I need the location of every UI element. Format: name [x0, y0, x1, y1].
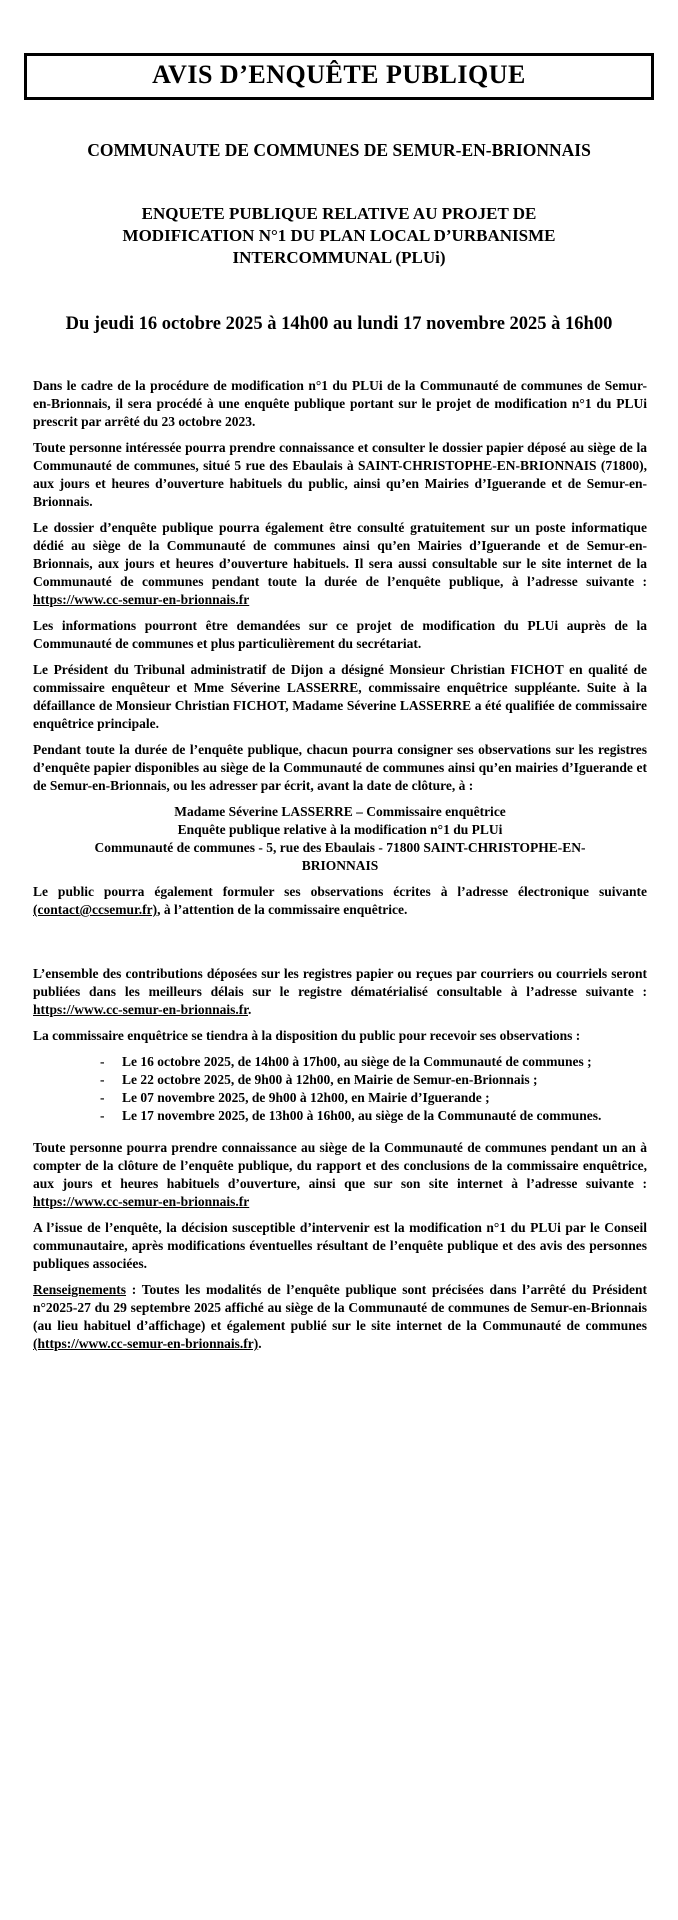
email-link[interactable]: (contact@ccsemur.fr) — [33, 902, 158, 917]
report-access-paragraph — [33, 1139, 647, 1211]
decision-paragraph — [33, 1219, 647, 1273]
email-paragraph — [33, 883, 647, 919]
text-run: Dans le cadre de la procédure de modification n°1 du PLUi de la Communauté de communes de Semur-en-Brionnais, il sera procédé à une enquête publique portant sur le projet de modification n°1 du PLUi prescrit par arrêté du 23 octobre 2023. — [33, 378, 647, 429]
text-run: . — [248, 1002, 252, 1017]
renseignements-paragraph — [33, 1281, 647, 1353]
organization-name: COMMUNAUTE DE COMMUNES DE SEMUR-EN-BRIONNAIS — [87, 140, 591, 160]
address-block — [80, 803, 600, 875]
dash-bullet: - — [100, 1108, 105, 1123]
contributions-paragraph — [33, 965, 647, 1019]
website-link[interactable]: https://www.cc-semur-en-brionnais.fr — [33, 1002, 248, 1017]
text-run: : Toutes les modalités de l’enquête publique sont précisées dans l’arrêté du Président n°2025-27 du 29 septembre 2025 affiché au siège de la Communauté de communes de Semur-en-Brionnais (au lieu habituel d’affichage) et également publié sur le site internet de la Communauté de communes — [33, 1282, 647, 1333]
website-link[interactable]: (https://www.cc-semur-en-brionnais.fr) — [33, 1336, 259, 1351]
text-run: Pendant toute la durée de l’enquête publique, chacun pourra consigner ses observations sur les registres d’enquête papier disponibles au siège de la Communauté de communes ainsi qu’en mairies d’Iguerande et de Semur-en-Brionnais, ou les adresser par écrit, avant la date de clôture, à : — [33, 742, 647, 793]
text-run: Le dossier d’enquête publique pourra également être consulté gratuitement sur un poste informatique dédié au siège de la Communauté de communes ainsi qu’en Mairies d’Iguerande et de Semur-en-Brionnais, aux jours et heures d’ouverture habituels. Il sera aussi consultable sur le site internet de la Communauté de communes pendant toute la durée de l’enquête publique, à l’adresse suivante : — [33, 520, 647, 589]
address-line: Madame Séverine LASSERRE – Commissaire enquêtrice — [174, 804, 506, 819]
text-run: Le public pourra également formuler ses observations écrites à l’adresse électronique suivante — [33, 884, 647, 899]
list-item-text: Le 07 novembre 2025, de 9h00 à 12h00, en Mairie d’Iguerande ; — [122, 1090, 490, 1105]
observations-paragraph — [33, 741, 647, 795]
list-item-text: Le 22 octobre 2025, de 9h00 à 12h00, en Mairie de Semur-en-Brionnais ; — [122, 1072, 538, 1087]
text-run: Le Président du Tribunal administratif de Dijon a désigné Monsieur Christian FICHOT en qualité de commissaire enquêteur et Mme Séverine LASSERRE, commissaire enquêtrice suppléante. Suite à la défaillance de Monsieur Christian FICHOT, Madame Séverine LASSERRE a été qualifiée de commissaire enquêtrice principale. — [33, 662, 647, 731]
commissioner-paragraph — [33, 661, 647, 733]
digital-access-paragraph — [33, 519, 647, 609]
dash-bullet: - — [100, 1090, 105, 1105]
notice-title-box — [24, 53, 654, 100]
text-run: L’ensemble des contributions déposées sur les registres papier ou reçues par courriers ou courriels seront publiées dans les meilleurs délais sur le registre dématérialisé consultable à l’adresse suivante : — [33, 966, 647, 999]
enquiry-period: Du jeudi 16 octobre 2025 à 14h00 au lundi 17 novembre 2025 à 16h00 — [65, 314, 613, 334]
dash-bullet: - — [100, 1072, 105, 1087]
dash-bullet: - — [100, 1054, 105, 1069]
list-item — [33, 1089, 647, 1107]
website-link[interactable]: https://www.cc-semur-en-brionnais.fr — [33, 592, 250, 607]
consultation-slots-list — [33, 1053, 647, 1125]
availability-intro-paragraph — [33, 1027, 647, 1045]
text-run: A l’issue de l’enquête, la décision susceptible d’intervenir est la modification n°1 du PLUi par le Conseil communautaire, après modifications éventuelles résultant de l’enquête publique et des avis des personnes publiques associées. — [33, 1220, 647, 1271]
list-item — [33, 1107, 647, 1125]
subject-heading-line: ENQUETE PUBLIQUE RELATIVE AU PROJET DE — [141, 204, 537, 223]
list-item-text: Le 17 novembre 2025, de 13h00 à 16h00, au siège de la Communauté de communes. — [122, 1108, 602, 1123]
subject-heading — [0, 203, 678, 269]
text-run: Toute personne pourra prendre connaissance au siège de la Communauté de communes pendant un an à compter de la clôture de l’enquête publique, du rapport et des conclusions de la commissaire enquêtrice, aux jours et heures habituels d’ouverture, ainsi que sur son site internet à l’adresse suivante : — [33, 1140, 647, 1191]
text-run: . — [258, 1336, 262, 1351]
website-link[interactable]: https://www.cc-semur-en-brionnais.fr — [33, 1194, 250, 1209]
paper-file-paragraph — [33, 439, 647, 511]
intro-paragraph — [33, 377, 647, 431]
list-item-text: Le 16 octobre 2025, de 14h00 à 17h00, au siège de la Communauté de communes ; — [122, 1054, 592, 1069]
subject-heading-line: INTERCOMMUNAL (PLUi) — [232, 248, 446, 267]
text-run: Toute personne intéressée pourra prendre connaissance et consulter le dossier papier déposé au siège de la Communauté de communes, situé 5 rue des Ebaulais à SAINT-CHRISTOPHE-EN-BRIONNAIS (71800), aux jours et heures d’ouverture habituels du public, ainsi qu’en Mairies d’Iguerande et de Semur-en-Brionnais. — [33, 440, 647, 509]
renseignements-label: Renseignements — [33, 1282, 126, 1297]
list-item — [33, 1071, 647, 1089]
list-item — [33, 1053, 647, 1071]
information-paragraph — [33, 617, 647, 653]
address-line: Enquête publique relative à la modification n°1 du PLUi — [177, 822, 503, 837]
address-line: Communauté de communes - 5, rue des Ebaulais - 71800 SAINT-CHRISTOPHE-EN-BRIONNAIS — [94, 840, 586, 873]
subject-heading-line: MODIFICATION N°1 DU PLAN LOCAL D’URBANISME — [122, 226, 556, 245]
text-run: La commissaire enquêtrice se tiendra à la disposition du public pour recevoir ses observations : — [33, 1028, 581, 1043]
notice-title: AVIS D’ENQUÊTE PUBLIQUE — [152, 60, 526, 89]
text-run: , à l’attention de la commissaire enquêtrice. — [157, 902, 408, 917]
notice-body — [33, 377, 647, 1353]
text-run: Les informations pourront être demandées sur ce projet de modification du PLUi auprès de la Communauté de communes et plus particulièrement du secrétariat. — [33, 618, 647, 651]
